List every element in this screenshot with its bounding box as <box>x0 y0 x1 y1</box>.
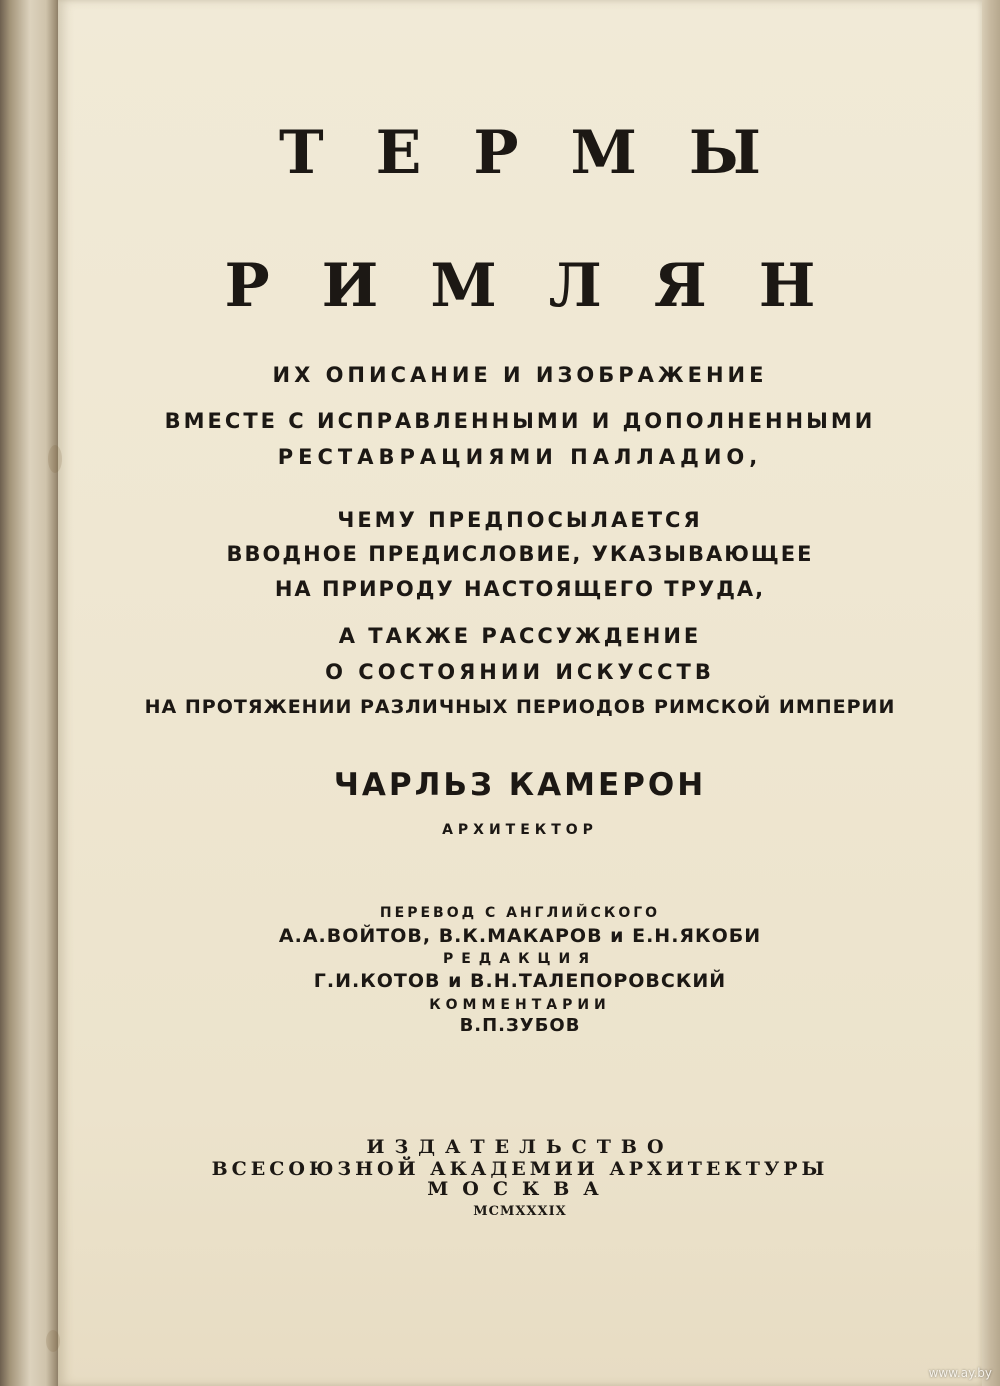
editing-label: РЕДАКЦИЯ <box>442 951 598 967</box>
commentator: В.П.ЗУБОВ <box>459 1015 581 1036</box>
publisher-line-2: ВСЕСОЮЗНОЙ АКАДЕМИИ АРХИТЕКТУРЫ <box>211 1158 829 1180</box>
subtitle-line-7: А ТАКЖЕ РАССУЖДЕНИЕ <box>338 624 702 648</box>
author-name: ЧАРЛЬЗ КАМЕРОН <box>333 767 707 803</box>
subtitle-line-2: ВМЕСТЕ С ИСПРАВЛЕННЫМИ И ДОПОЛНЕННЫМИ <box>164 409 876 433</box>
subtitle-line-9: НА ПРОТЯЖЕНИИ РАЗЛИЧНЫХ ПЕРИОДОВ РИМСКОЙ ИМПЕРИИ <box>144 696 896 718</box>
publisher-line-1: ИЗДАТЕЛЬСТВО <box>366 1136 674 1158</box>
paper-stain <box>46 1330 60 1352</box>
page-edge <box>982 0 1000 1386</box>
publication-year: MCMXXXIX <box>473 1204 567 1219</box>
subtitle-line-3: РЕСТАВРАЦИЯМИ ПАЛЛАДИО, <box>277 445 763 469</box>
comments-label: КОММЕНТАРИИ <box>429 997 611 1013</box>
book-spine-edge <box>0 0 60 1386</box>
translation-label: ПЕРЕВОД С АНГЛИЙСКОГО <box>379 905 661 921</box>
translators: А.А.ВОЙТОВ, В.К.МАКАРОВ и Е.Н.ЯКОБИ <box>278 925 762 947</box>
subtitle-line-1: ИХ ОПИСАНИЕ И ИЗОБРАЖЕНИЕ <box>272 363 768 387</box>
editors: Г.И.КОТОВ и В.Н.ТАЛЕПОРОВСКИЙ <box>313 970 727 992</box>
title-line-2: РИМЛЯН <box>224 251 868 321</box>
author-role: АРХИТЕКТОР <box>442 822 598 838</box>
publisher-city: МОСКВА <box>427 1178 613 1200</box>
subtitle-line-4: ЧЕМУ ПРЕДПОСЫЛАЕТСЯ <box>337 508 703 532</box>
subtitle-line-8: О СОСТОЯНИИ ИСКУССТВ <box>325 660 715 684</box>
subtitle-line-5: ВВОДНОЕ ПРЕДИСЛОВИЕ, УКАЗЫВАЮЩЕЕ <box>226 542 814 566</box>
subtitle-line-6: НА ПРИРОДУ НАСТОЯЩЕГО ТРУДА, <box>274 577 766 601</box>
title-line-1: ТЕРМЫ <box>278 118 813 188</box>
site-watermark: www.ay.by <box>928 1366 992 1380</box>
